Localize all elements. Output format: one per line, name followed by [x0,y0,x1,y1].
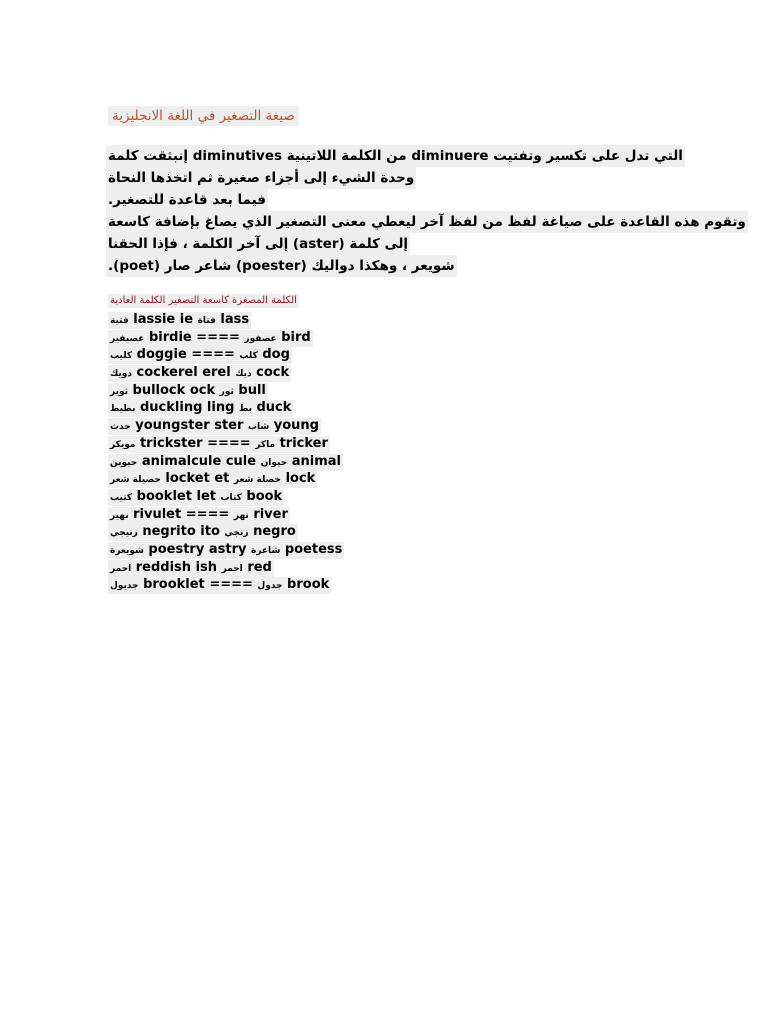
word-row-text [108,347,292,364]
word-row-text [108,542,344,559]
diminutive-english: youngster [135,418,210,434]
base-arabic: نهر [233,510,249,521]
diminutive-suffix: let [196,488,216,504]
paragraph-line [106,233,651,255]
word-list-row [108,417,344,435]
diminutive-suffix: ie [179,312,194,327]
word-row-text [108,400,293,417]
word-list-row [108,399,344,417]
diminutive-arabic: عصيفير [110,333,145,344]
diminutive-suffix: ==== [191,347,235,363]
intro-paragraph [106,145,746,277]
diminutive-suffix: ling [206,400,235,416]
diminutive-suffix: ster [214,418,244,434]
word-list-row [108,311,344,329]
paragraph-line [106,211,746,233]
base-arabic: ثور [219,386,234,397]
word-list-row [108,506,344,524]
diminutive-arabic: ثوير [110,386,128,397]
base-arabic: شاب [247,422,270,433]
base-english: tricker [279,435,328,451]
diminutive-english: reddish [135,559,192,575]
diminutive-arabic: بطيط [110,404,136,415]
diminutive-arabic: كتيب [110,492,133,503]
base-arabic: زنجي [224,528,249,539]
diminutive-arabic: مويكر [110,439,136,450]
diminutive-arabic: احمر [110,563,132,574]
word-list-row [108,541,344,559]
paragraph-line [106,145,683,167]
base-arabic: حيوان [260,457,288,468]
diminutive-english: booklet [136,488,192,504]
paragraph-line-text: التي تدل على تكسير وتفتيت diminuere من الكلمة اللاتينية diminutives إنبثقت كلمة [106,145,685,167]
base-english: brook [287,577,330,593]
word-row-text [108,418,321,435]
diminutive-arabic: حدث [110,422,131,433]
diminutive-arabic: شويعرة [110,545,144,556]
base-arabic: ماكر [255,439,276,450]
word-list-row [108,435,344,453]
diminutive-english: trickster [139,435,203,451]
diminutive-word-list [108,311,344,594]
word-row-text [108,365,291,382]
diminutive-arabic: حيوين [110,457,138,468]
diminutive-arabic: زنيجي [110,528,138,539]
base-english: cock [256,365,290,381]
diminutive-english: birdie [148,329,192,345]
word-list-row [108,523,344,541]
diminutive-suffix: ock [189,382,216,398]
diminutive-english: rivulet [133,506,182,522]
word-list-row [108,576,344,594]
word-row-text [108,454,343,471]
word-row-text [108,489,284,506]
diminutive-arabic: جديول [110,581,139,592]
word-row-text [108,330,313,347]
diminutive-english: duckling [140,400,203,416]
paragraph-line [106,167,651,189]
base-arabic: ديك [235,369,252,380]
paragraph-line [106,255,651,277]
base-arabic: خصلة شعر [233,475,282,486]
diminutive-arabic: فتية [110,316,129,326]
document-title: صيغة التصغير في اللغة الانجليزية [108,106,299,126]
diminutive-suffix: et [214,471,230,487]
word-row-text [108,383,268,400]
base-arabic: جدول [257,581,283,592]
diminutive-suffix: ==== [196,329,240,345]
base-english: book [246,488,283,504]
diminutive-english: brooklet [143,577,205,593]
base-arabic: احمر [221,563,243,574]
word-row-text [108,471,317,488]
diminutive-suffix: ==== [207,435,251,451]
diminutive-english: animalcule [141,453,222,469]
base-english: dog [262,347,290,363]
diminutive-suffix: astry [208,541,247,557]
base-english: negro [253,524,296,540]
diminutive-english: cockerel [136,365,198,381]
diminutive-english: poestry [148,541,205,557]
diminutive-english: lassie [133,312,176,327]
base-english: lock [285,471,316,487]
word-row-text [108,436,330,453]
diminutive-english: negrito [142,524,196,540]
diminutive-arabic: كليب [110,351,133,362]
diminutive-suffix: ito [200,524,220,540]
word-list-header: الكلمة المصغرة كاسعة التصغير الكلمة العادية [110,295,297,306]
word-list-row [108,453,344,471]
diminutive-suffix: ==== [209,577,253,593]
paragraph-line [106,189,651,211]
base-english: bird [281,329,311,345]
base-english: duck [256,400,292,416]
base-arabic: كتاب [220,492,242,503]
base-english: lass [220,312,250,327]
base-english: bull [238,382,266,398]
base-arabic: فتاة [197,316,216,326]
word-list-row [108,382,344,400]
diminutive-english: doggie [136,347,187,363]
word-row-text [108,577,331,594]
base-english: poetess [284,541,343,557]
paragraph-line-text: إلى كلمة (aster) إلى آخر الكلمة ، فإذا الحقنا [106,233,410,255]
paragraph-line-text: شويعر ، وهكذا دواليك (poester) شاعر صار (poet). [106,255,457,277]
base-arabic: عصفور [244,333,277,344]
base-arabic: كلب [239,351,258,362]
paragraph-line-text: وحدة الشيء إلى أجزاء صغيرة ثم اتخذها النحاة [106,167,416,189]
word-list-row [108,470,344,488]
word-list-row [108,329,344,347]
diminutive-english: locket [165,471,210,487]
diminutive-arabic: حصيلة شعر [110,475,161,486]
diminutive-arabic: دويك [110,369,132,380]
diminutive-suffix: ish [195,559,218,575]
word-list-row [108,364,344,382]
word-row-text [108,560,274,577]
word-list-row [108,346,344,364]
word-row-text [108,524,298,541]
word-list-row [108,488,344,506]
base-english: red [247,559,272,575]
diminutive-suffix: erel [202,365,231,381]
base-arabic: بط [238,404,252,415]
base-arabic: شاعرة [251,545,281,556]
diminutive-arabic: نهير [110,510,129,521]
word-row-text [108,507,290,524]
diminutive-suffix: cule [225,453,257,469]
base-english: animal [291,453,341,469]
paragraph-line-text: فيما بعد قاعدة للتصغير. [106,189,268,211]
base-english: river [253,506,288,522]
base-english: young [273,418,319,434]
word-list-row [108,559,344,577]
diminutive-suffix: ==== [185,506,230,522]
diminutive-english: bullock [132,382,186,398]
word-row-text [108,312,251,329]
paragraph-line-text: وتقوم هذه القاعدة على صياغة لفظ من لفظ آخر ليعطي معنى التصغير الذي يصاغ بإضافة كاسعة [106,211,748,233]
